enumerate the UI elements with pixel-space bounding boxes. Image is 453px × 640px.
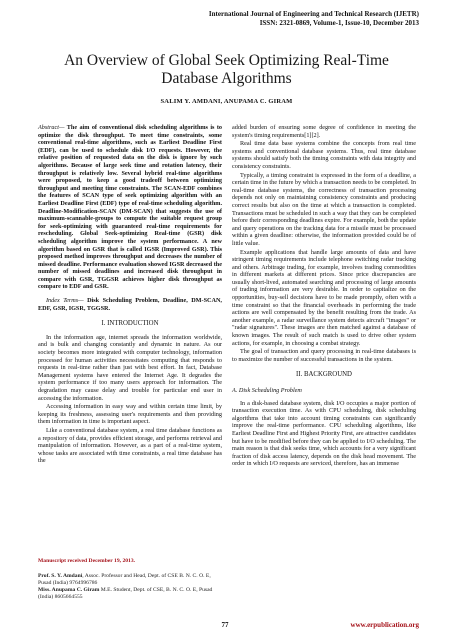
index-terms: [38, 297, 222, 312]
abstract-lead: Abstract—: [38, 124, 65, 131]
author2-footnote: [38, 587, 222, 601]
section-heading-introduction: I. INTRODUCTION: [101, 320, 159, 328]
author1-footnote: [38, 573, 222, 587]
journal-header: [89, 10, 419, 28]
journal-issn: ISSN: 2321-0869, Volume-1, Issue-10, December 2013: [259, 19, 419, 27]
abstract-text: The aim of conventional disk scheduling algorithms is to optimize the disk throughput. To meet time constraints, some conventional real-time algorithms, such as Earliest Deadline First (EDF), can be used to schedule disk I/O requests. However, the relative position of requested data on the disk is ignore by such algorithms. Because of large seek time and rotation latency, their throughput is relatively low. Several hybrid real-time algorithms were proposed, to keep a good tradeoff between optimizing throughput and meeting time constraints. The SCAN-EDF combines the features of SCAN type of seek optimizing algorithm with an Earliest Deadline First (EDF) type of real-time scheduling algorithm. Deadline-Modification-SCAN (DM-SCAN) that suggests the use of maximum-scannable-groups to compute the suitable request group for seek-optimizing with guaranteed real-time requirements for rescheduling. Global Seek-optimizing Real-time (GSR) disk scheduling algorithm improve the system performance. A new algorithm based on GSR that is called IGSR (Improved GSR). This proposed method improves throughput and decreases the number of missed deadline. Performance evaluation showed IGSR decreased the number of missed deadlines and increased disk throughput in compare with GSR, TGGSR achieves higher disk throughput as compare to EDF and GSR.: [38, 124, 222, 291]
footnote-block: [38, 558, 222, 601]
abstract: [38, 124, 222, 291]
right-paragraph-4: Example applications that handle large amounts of data and have stringent timing requirements include telephone switching radar tracking and others. Arbitrage trading, for example, involves trading commodities in different markets at different prices. Since price discrepancies are usually short-lived, automated searching and processing of large amounts of trading information are very desirable. In order to capitalize on the opportunities, buy-sell decisions have to be made promptly, often with a time constraint so that the financial overheads in performing the trade actions are well compensated by the benefit resulting from the trade. As another example, a radar surveillance system detects aircraft "images" or "radar signatures". These images are then matched against a database of known images. The result of such match is used to drive other system actions, for example, in choosing a combat strategy.: [232, 248, 416, 347]
disk-scheduling-paragraph: In a disk-based database system, disk I/O occupies a major portion of transaction execution time. As with CPU scheduling, disk scheduling algorithms that take into account timing constraints can significantly improve the real-time performance. CPU scheduling algorithms, like Earliest Deadline First and Highest Priority First, are attractive candidates but have to be modified before they can be applied to I/O scheduling. The main reason is that disk seeks time, which accounts for a very significant fraction of disk access latency, depends on the disk head movement. The order in which I/O requests are serviced, therefore, has an immense: [232, 399, 416, 468]
intro-paragraph-3: Like a conventional database system, a real time database functions as a repository of data, provides efficient storage, and performs retrieval and manipulation of information. However, as a part of a real-time system, whose tasks are associated with time constraints, a real time database has the: [38, 426, 222, 465]
author2-affiliation: M.E. Student, Dept. of CSE, B. N. C. O. E, Pusad (India) 8605664555: [38, 587, 213, 600]
left-column: [38, 124, 222, 466]
manuscript-received: Manuscript received December 19, 2013.: [38, 558, 136, 564]
paper-authors: SALIM Y. AMDANI, ANUPAMA C. GIRAM: [160, 98, 293, 105]
index-terms-lead: Index Terms—: [46, 297, 84, 305]
right-paragraph-2: Real time data base systems combine the concepts from real time systems and conventional database systems. Thus, real time database systems should satisfy both the timing constraints with data integrity and consistency constraints.: [232, 140, 416, 170]
paper-title-line2: Database Algorithms: [161, 70, 292, 87]
intro-paragraph-2: Accessing information in easy way and within certain time limit, by keeping its freshness, assessing user's requirements and then providing them information in time is important aspect.: [38, 403, 222, 426]
intro-paragraph-1: In the information age, internet spreads the information worldwide, and is bulk and changing constantly and dynamic in nature. As our society becomes more integrated with computer technology, information processed for human activities necessitates computing that responds to requests in real-time rather than just with best effort. In fact, Database Management systems have entered the Internet Age. It degrades the system performance if too many users approach for information. The degradation may cause delay and trouble for particular end user in accessing the information.: [38, 333, 222, 402]
journal-name: International Journal of Engineering and Technical Research (IJETR): [208, 10, 419, 18]
right-paragraph-1: added burden of ensuring some degree of confidence in meeting the system's timing requirements[1][2].: [232, 124, 416, 139]
author2-name: Miss. Anupama C. Giram: [38, 587, 100, 593]
page-number: 77: [221, 621, 229, 629]
right-paragraph-5: The goal of transaction and query processing in real-time databases is to maximize the number of successful transactions in the system.: [232, 348, 416, 363]
right-column: [232, 124, 416, 469]
subsection-heading-disk-scheduling: A. Disk Scheduling Problem: [232, 387, 302, 394]
publisher-website: www.erpublication.org: [350, 621, 419, 629]
author1-name: Prof. S. Y. Amdani: [38, 573, 83, 579]
section-heading-background: II. BACKGROUND: [296, 371, 352, 379]
paper-title: [30, 52, 423, 88]
author1-affiliation: , Assoc. Professor and Head, Dept. of CSE B. N. C. O. E, Pusad (India) 9764996786: [38, 573, 211, 586]
paper-title-line1: An Overview of Global Seek Optimizing Real-Time: [64, 52, 389, 69]
right-paragraph-3: Typically, a timing constraint is expressed in the form of a deadline, a certain time in the future by which a transaction needs to be completed. In real-time database systems, the correctness of transaction processing depends not only on maintaining consistency constraints and producing correct results but also on the time at which a transaction is completed. Transactions must be scheduled in such a way that they can be completed before their corresponding deadlines expire. For example, both the update and query operations on the tracking data for a missile must be processed within a given deadline: otherwise, the information provided could be of little value.: [232, 171, 416, 247]
index-terms-text: Disk Scheduling Problem, Deadline, DM-SCAN, EDF, GSR, IGSR, TGGSR.: [38, 297, 222, 312]
